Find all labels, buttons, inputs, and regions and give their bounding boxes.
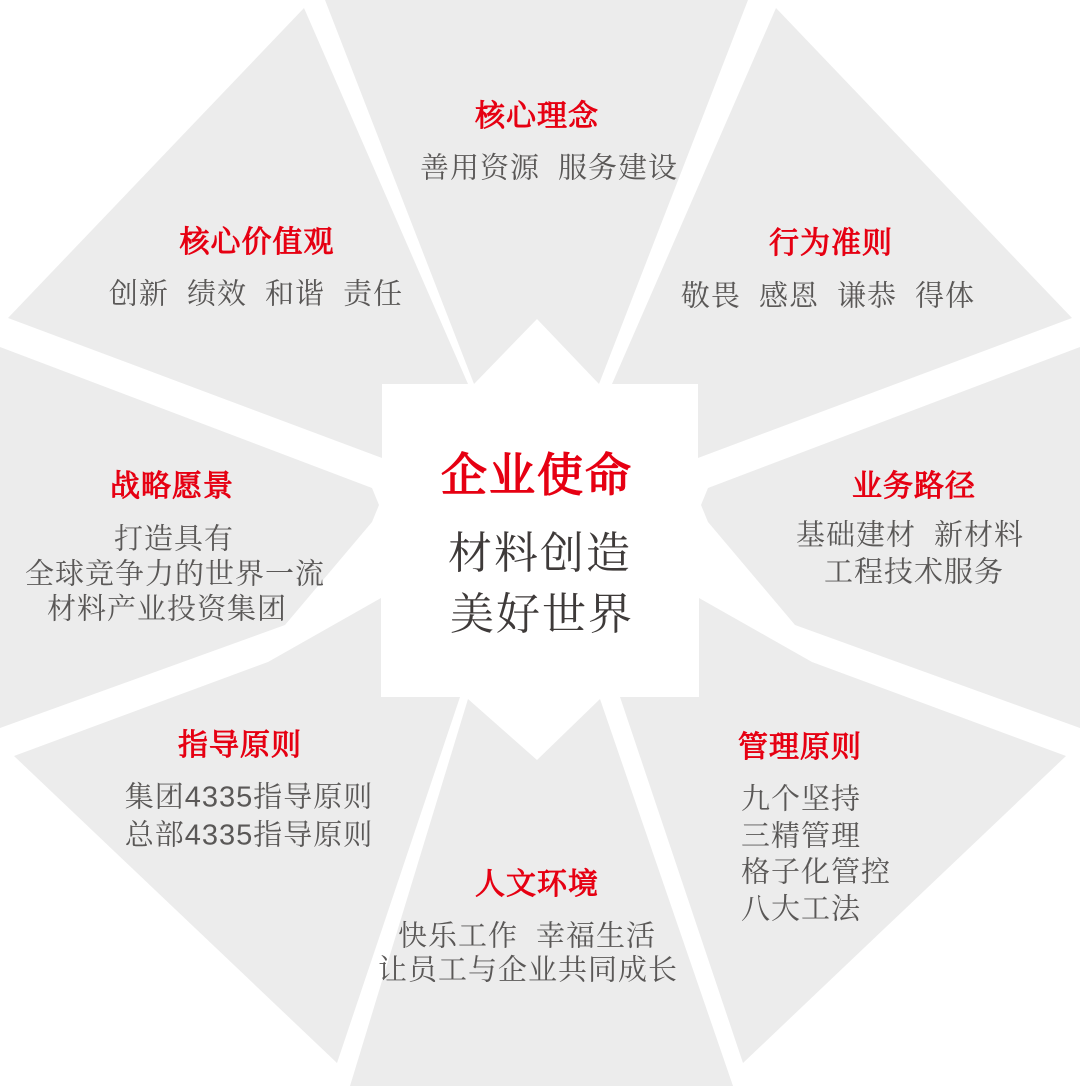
segment-line: 打造具有 [113, 523, 235, 556]
segment-line: 材料产业投资集团 [46, 593, 288, 626]
segment-line: 让员工与企业共同成长 [377, 954, 679, 987]
segment-line: 全球竞争力的世界一流 [24, 558, 326, 591]
segment-line: 快乐工作 幸福生活 [397, 920, 657, 953]
segment-line: 格子化管控 [741, 856, 892, 889]
center-mission-line-2: 美好世界 [450, 590, 634, 639]
segment-title-strategic-vision: 战略愿景 [110, 470, 234, 503]
segment-line: 八大工法 [741, 893, 862, 926]
segment-title-guiding-principles: 指导原则 [178, 729, 302, 762]
segment-title-core-values: 核心价值观 [179, 226, 335, 259]
segment-line: 敬畏 感恩 谦恭 得体 [680, 280, 976, 313]
segment-line: 基础建材 新材料 [795, 519, 1025, 552]
segment-line: 工程技术服务 [823, 556, 1005, 589]
segment-line: 三精管理 [741, 820, 862, 853]
center-mission-title: 企业使命 [441, 449, 633, 501]
center-mission-line-1: 材料创造 [448, 529, 632, 578]
segment-line: 总部4335指导原则 [124, 819, 374, 852]
segment-line: 九个坚持 [741, 783, 862, 816]
segment-title-code-of-conduct: 行为准则 [769, 227, 893, 260]
segment-line: 集团4335指导原则 [124, 781, 374, 814]
segment-title-management-principles: 管理原则 [738, 731, 862, 764]
segment-line: 创新 绩效 和谐 责任 [108, 278, 404, 311]
segment-title-humanistic-environment: 人文环境 [475, 868, 599, 901]
segment-line: 善用资源 服务建设 [419, 152, 679, 185]
segment-title-core-philosophy: 核心理念 [475, 100, 599, 133]
segment-title-business-path: 业务路径 [852, 470, 976, 503]
